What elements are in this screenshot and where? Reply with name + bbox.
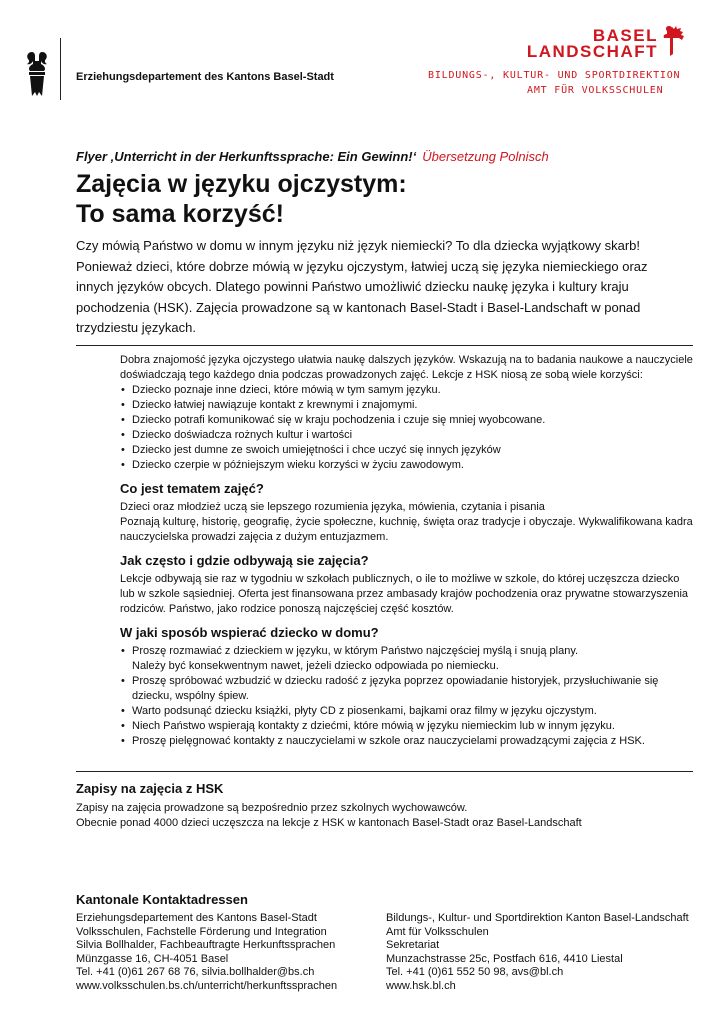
bs-department-name: Erziehungsdepartement des Kantons Basel-Stadt — [76, 71, 334, 83]
enrollment-line1: Zapisy na zajęcia prowadzone są bezpośrednio przez szkolnych wychowawców. — [76, 802, 468, 814]
intro-paragraph: Czy mówią Państwo w domu w innym języku niż język niemiecki? To dla dziecka wyjątkowy skarb! Ponieważ dzieci, które dobrze mówią w języku ojczystym, łatwiej uczą się języka niemieckiego oraz innych języków obcych. Dlatego powinni Państwo umożliwić dziecku naukę języka i kultury kraju pochodzenia (HSK). Zajęcia prowadzone są w kantonach Basel-Stadt i Basel-Landschaft w ponad trzydziestu językach. — [76, 238, 648, 335]
bullet-icon: • — [121, 735, 125, 747]
schedule-heading: Jak często i gdzie odbywają sie zajęcia? — [120, 553, 369, 568]
benefits-section — [120, 353, 695, 749]
list-item: • Dziecko poznaje inne dzieci, które mówią w tym samym języku. — [121, 384, 441, 396]
list-item: • Dziecko doświadcza rożnych kultur i wartości — [121, 429, 353, 441]
contact-line: Sekretariat — [386, 939, 440, 952]
contact-basel-stadt — [76, 912, 376, 994]
enrollment-heading: Zapisy na zajęcia z HSK — [76, 781, 224, 796]
bullet-icon: • — [121, 705, 125, 717]
list-item-note: Należy być konsekwentnym nawet, jeżeli dziecko odpowiada po niemiecku. — [132, 660, 499, 672]
topic-heading: Co jest tematem zajęć? — [120, 481, 264, 496]
bl-logo-word2: LANDSCHAFT — [526, 42, 658, 61]
bullet-icon: • — [121, 399, 125, 411]
contact-website-link[interactable]: www.volksschulen.bs.ch/unterricht/herkunftssprachen — [76, 979, 338, 992]
bullet-icon: • — [121, 384, 125, 396]
bullet-icon: • — [121, 645, 125, 657]
bl-office: AMT FÜR VOLKSSCHULEN — [527, 85, 664, 96]
bullet-icon: • — [121, 444, 125, 456]
bullet-icon: • — [121, 459, 125, 471]
contact-phone-email[interactable]: Tel. +41 (0)61 552 50 98, avs@bl.ch — [386, 966, 564, 979]
contact-line: Bildungs-, Kultur- und Sportdirektion Kanton Basel-Landschaft — [386, 912, 689, 924]
basel-landschaft-stab-icon — [660, 24, 686, 58]
list-item: • Proszę pielęgnować kontakty z nauczycielami w szkole oraz nauczycielami prowadzącymi zajęcia z HSK. — [121, 735, 645, 747]
bl-directorate: BILDUNGS-, KULTUR- UND SPORTDIREKTION — [428, 70, 681, 81]
list-item: • Warto podsunąć dziecku książki, płyty CD z piosenkami, bajkami oraz filmy w języku ojczystym. — [121, 705, 597, 717]
list-item: • Dziecko potrafi komunikować się w kraju pochodzenia i czuje się mniej wyobcowane. — [121, 414, 546, 426]
contact-basel-landschaft — [386, 912, 706, 994]
title-line1: Zajęcia w języku ojczystym: — [76, 170, 407, 198]
flyer-label — [76, 149, 549, 164]
contact-line: Erziehungsdepartement des Kantons Basel-Stadt — [76, 912, 317, 924]
list-item: • Dziecko łatwiej nawiązuje kontakt z krewnymi i znajomymi. — [121, 399, 418, 411]
basel-stab-icon — [26, 50, 48, 98]
bullet-icon: • — [121, 429, 125, 441]
list-item: • Proszę rozmawiać z dzieckiem w języku, w którym Państwo najczęściej myślą i snują plany. Należy być konsekwentnym nawet, jeżeli dziecko odpowiada po niemiecku. — [121, 645, 579, 672]
contact-line: Münzgasse 16, CH-4051 Basel — [76, 952, 229, 965]
contact-phone-email[interactable]: Tel. +41 (0)61 267 68 76, silvia.bollhalder@bs.ch — [76, 966, 315, 979]
bullet-icon: • — [121, 414, 125, 426]
benefits-list — [120, 383, 695, 473]
enrollment-text — [76, 801, 696, 830]
list-item: • Dziecko czerpie w późniejszym wieku korzyści w życiu zawodowym. — [121, 459, 464, 471]
benefits-intro: Dobra znajomość języka ojczystego ułatwia naukę dalszych języków. Wskazują na to badania naukowe a nauczyciele doświadczają tego każdego dnia podczas prowadzonych zajęć. Lekcje z HSK niosą ze sobą wiele korzyści: — [120, 354, 693, 381]
contact-line: Volksschulen, Fachstelle Förderung und Integration — [76, 925, 327, 938]
list-item: • Dziecko jest dumne ze swoich umiejętności i chce uczyć się innych języków — [121, 444, 501, 456]
flyer-title: Flyer ‚Unterricht in der Herkunftssprache: Ein Gewinn!‘ — [76, 149, 417, 164]
contact-line: Silvia Bollhalder, Fachbeauftragte Herkunftssprachen — [76, 939, 336, 952]
list-item: • Proszę spróbować wzbudzić w dziecku radość z języka poprzez opowiadanie historyjek, przysłuchiwanie się dziecku, wspólny śpiew. — [121, 675, 659, 702]
page-title — [76, 169, 407, 229]
title-line2: To sama korzyść! — [76, 200, 284, 228]
section-divider — [76, 771, 693, 772]
contact-line: Munzachstrasse 25c, Postfach 616, 4410 Liestal — [386, 952, 623, 965]
bullet-icon: • — [121, 720, 125, 732]
contact-website-link[interactable]: www.hsk.bl.ch — [386, 979, 456, 992]
support-heading: W jaki sposób wspierać dziecko w domu? — [120, 625, 379, 640]
header-divider — [60, 38, 61, 100]
contacts-heading: Kantonale Kontaktadressen — [76, 892, 248, 907]
topic-line1: Dzieci oraz młodzież uczą sie lepszego rozumienia języka, mówienia, czytania i pisania — [120, 501, 545, 513]
bl-logo-word1: BASEL — [592, 26, 658, 45]
topic-line2: Poznają kulturę, historię, geografię, życie społeczne, kuchnię, święta oraz tradycje i obyczaje. Wykwalifikowana kadra nauczycielska prowadzi zajęcia z dużym entuzjazmem. — [120, 516, 693, 543]
schedule-text: Lekcje odbywają sie raz w tygodniu w szkołach publicznych, o ile to możliwe w szkole, do której uczęszcza dziecko lub w szkole sąsiedniej. Oferta jest finansowana przez ambasady krajów pochodzenia oraz prywatne stowarzyszenia rodziców. Państwo, jako rodzice ponoszą najczęściej część kosztów. — [120, 573, 689, 615]
enrollment-line2: Obecnie ponad 4000 dzieci uczęszcza na lekcje z HSK w kantonach Basel-Stadt oraz Basel-Landschaft — [76, 816, 582, 829]
list-item: • Niech Państwo wspierają kontakty z dziećmi, które mówią w języku niemieckim lub w innym języku. — [121, 720, 615, 732]
translation-note: Übersetzung Polnisch — [422, 149, 549, 164]
bullet-icon: • — [121, 675, 125, 687]
support-list — [120, 644, 695, 749]
section-divider — [76, 345, 693, 346]
contact-line: Amt für Volksschulen — [386, 925, 489, 938]
